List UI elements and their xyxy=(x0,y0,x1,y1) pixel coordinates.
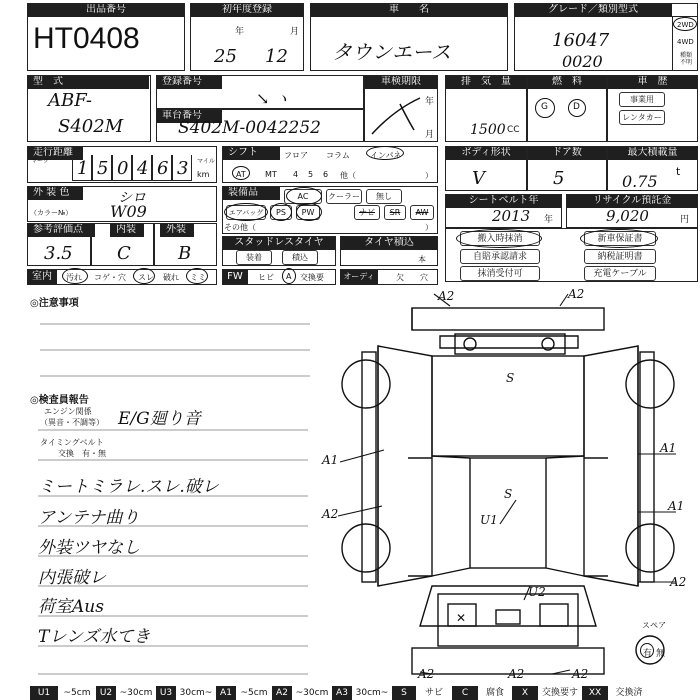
load-header: 最大積載量 xyxy=(607,146,698,160)
first-reg-year: 25 xyxy=(214,46,237,67)
spare-yes-circle xyxy=(640,643,654,658)
spare-label: スペア xyxy=(642,621,666,630)
legend-text: ~30cm xyxy=(295,688,329,698)
recycle-unit: 円 xyxy=(680,215,690,225)
equip-option-sr: SR xyxy=(384,205,406,220)
fw-header: FW xyxy=(222,269,248,284)
chassis-header: 車台番号 xyxy=(156,109,222,123)
first-reg-month: 12 xyxy=(265,46,288,67)
model-header: 型 式 xyxy=(27,75,149,89)
report-item-6: Tレンズ水てき xyxy=(38,627,151,647)
doc-deregistered-circle xyxy=(456,229,542,248)
interior-cond-mimi: ミミ xyxy=(190,273,206,282)
mark-a1-right-2: A1 xyxy=(668,499,685,513)
mileage-digit: 5 xyxy=(97,158,109,179)
equip-pw-circle xyxy=(296,203,322,221)
equip-ps-circle xyxy=(270,203,292,221)
legend-key: A1 xyxy=(216,686,236,700)
mark-a2-right: A2 xyxy=(670,575,687,589)
mileage-mark-label: マーク xyxy=(31,158,50,165)
equip-option-airbag: エアバッグ xyxy=(226,205,266,220)
spare-option-no: 無 xyxy=(656,649,666,659)
mileage-unit-mile: マイル xyxy=(197,158,215,165)
lot-number-header: 出品番号 xyxy=(27,3,185,17)
equip-ac-circle xyxy=(286,187,322,205)
body-header: ボディ形状 xyxy=(445,146,527,160)
shift-option-at: AT xyxy=(236,170,246,179)
inspect-cross-out xyxy=(364,90,434,140)
tire-header: タイヤ積込 xyxy=(340,236,438,250)
lot-number: HT0408 xyxy=(33,22,140,55)
car-name: タウンエース xyxy=(332,40,451,64)
mark-s-roof: S xyxy=(506,371,515,385)
recycle-header: リサイクル預託金 xyxy=(566,194,698,208)
mark-a2-left: A2 xyxy=(322,507,339,521)
report-item-5: 荷室Aus xyxy=(38,597,104,617)
mark-a2-rear-left: A2 xyxy=(418,667,435,681)
body-value: V xyxy=(472,168,485,189)
legend-key: U1 xyxy=(30,686,58,700)
seatbelt-header: シートベルト年 xyxy=(445,194,562,208)
equip-other-label: その他（ xyxy=(224,223,256,232)
mileage-digit: 1 xyxy=(77,158,89,179)
seatbelt-value: 2013 xyxy=(492,207,531,225)
doc-deregistered: 搬入時抹消 xyxy=(460,231,540,246)
doc-charge-cable: 充電ケーブル xyxy=(584,266,656,281)
equip-header: 装備品 xyxy=(222,186,280,200)
legend-text: ~5cm xyxy=(63,688,91,698)
legend-key: C xyxy=(452,686,478,700)
equip-option-navi: ナビ xyxy=(354,205,380,220)
interior-cond-burn: コゲ・穴 xyxy=(94,273,126,282)
fuel-option-g: G xyxy=(541,102,548,112)
mark-a2-front-right: A2 xyxy=(568,287,585,301)
equip-airbag-circle xyxy=(224,203,268,221)
inspect-header: 車検期限 xyxy=(364,75,438,89)
interior-dirt-circle xyxy=(62,268,88,284)
model-line-1: ABF- xyxy=(48,90,92,111)
shift-option-mt: MT xyxy=(265,170,277,179)
body-box xyxy=(445,146,527,191)
shift-option-floor: フロア xyxy=(284,151,308,160)
legend-key: A3 xyxy=(332,686,352,700)
reg-no-header: 登録番号 xyxy=(156,75,222,89)
shift-option-inpane: インパネ xyxy=(370,151,402,160)
equip-option-none: 無し xyxy=(366,189,402,204)
color-value: シロ xyxy=(118,190,146,206)
mileage-digit: 4 xyxy=(137,158,149,179)
score-header: 参考評価点 xyxy=(27,223,95,237)
load-unit: t xyxy=(676,165,681,178)
audio-option-hole: 穴 xyxy=(420,273,428,282)
mileage-header: 走行距離 xyxy=(27,146,83,160)
car-name-header: 車 名 xyxy=(310,3,508,17)
color-no-value: W09 xyxy=(110,202,147,221)
mark-a1-left: A1 xyxy=(322,453,339,467)
mileage-digit: 3 xyxy=(177,158,189,179)
equip-other-close: ） xyxy=(425,223,433,232)
shift-header: シフト xyxy=(222,146,280,160)
doc-insurance-request: 自賠承認請求 xyxy=(460,249,540,264)
legend-key: XX xyxy=(582,686,608,700)
mark-a2-rear-right: A2 xyxy=(508,667,525,681)
equip-option-ac: AC xyxy=(284,189,322,204)
engine-label: エンジン関係 xyxy=(44,407,92,416)
mileage-unit-km: km xyxy=(197,170,210,179)
report-item-2: アンテナ曲り xyxy=(38,508,140,528)
legend-key: U2 xyxy=(96,686,116,700)
fw-option-replace: 交換要 xyxy=(300,273,324,282)
shift-option-other-close: ） xyxy=(425,171,433,180)
interior-cond-scuff: スレ xyxy=(138,273,154,282)
interior-cond-dirt: 汚れ xyxy=(66,273,82,282)
mark-u2-rear: U2 xyxy=(528,585,546,599)
displacement-unit: CC xyxy=(507,125,520,135)
engine-sub: （異音・不調等） xyxy=(40,418,104,427)
legend-key: S xyxy=(392,686,416,700)
legend-key: U3 xyxy=(156,686,176,700)
studless-option-fitted: 装着 xyxy=(236,250,272,265)
history-option-business: 事業用 xyxy=(619,92,665,107)
legend-text: 30cm~ xyxy=(179,688,213,698)
shift-option-6: 6 xyxy=(323,170,329,179)
exterior-value: B xyxy=(178,243,192,264)
tire-unit: 本 xyxy=(418,255,426,264)
grade-code-2: 0020 xyxy=(562,52,603,71)
color-no-label: （カラー№） xyxy=(30,209,73,217)
mark-a2-front-left: A2 xyxy=(438,289,455,303)
grade-header: グレード／類別型式 xyxy=(514,3,672,17)
doc-warranty-circle xyxy=(580,229,658,248)
legend-text: 交換済 xyxy=(615,688,643,698)
caution-lines xyxy=(40,300,320,390)
audio-header: オーディオ xyxy=(340,269,378,284)
fw-option-a: A xyxy=(286,272,292,281)
drive-option-unknown: 種類不明 xyxy=(680,52,693,66)
first-reg-month-unit: 月 xyxy=(290,27,300,37)
first-reg-header: 初年度登録 xyxy=(190,3,304,17)
load-value: 0.75 xyxy=(622,172,658,191)
legend-text: 30cm~ xyxy=(355,688,389,698)
report-item-1: ミートミラレ.スレ.破レ xyxy=(38,477,219,497)
spare-option-yes: 有 xyxy=(643,649,653,659)
score-value: 3.5 xyxy=(44,243,73,264)
shift-inpane-circle xyxy=(366,146,404,160)
interior-scuff-circle xyxy=(133,268,155,284)
fw-a-circle xyxy=(282,268,296,284)
drive-option-4wd: 4WD xyxy=(677,38,694,46)
timing-sub: 交換 有・無 xyxy=(58,449,106,458)
shift-at-circle xyxy=(232,166,250,180)
legend-text: 交換要す xyxy=(541,688,578,698)
shift-option-4: 4 xyxy=(293,170,299,179)
history-box xyxy=(607,75,698,142)
legend-text: ~5cm xyxy=(240,688,268,698)
history-header: 車 歴 xyxy=(607,75,698,89)
audio-option-missing: 欠 xyxy=(396,273,404,282)
doors-value: 5 xyxy=(553,168,565,189)
equip-option-pw: PW xyxy=(296,205,320,220)
report-heading: ◎検査員報告 xyxy=(30,395,89,406)
mileage-digit: 6 xyxy=(157,158,169,179)
shift-option-other: 他（ xyxy=(340,171,356,180)
mark-a2-rear-far: A2 xyxy=(572,667,589,681)
model-line-2: S402M xyxy=(58,116,124,137)
drive-2wd-circle xyxy=(673,17,697,31)
shift-option-5: 5 xyxy=(308,170,314,179)
inspect-year-unit: 年 xyxy=(425,97,435,107)
mark-u1-center: U1 xyxy=(480,513,498,527)
seatbelt-unit: 年 xyxy=(544,215,554,225)
interior-cond-tear: 破れ xyxy=(163,273,179,282)
first-reg-year-unit: 年 xyxy=(235,27,245,37)
chassis-value: S402M-0042252 xyxy=(178,118,321,138)
legend-key: X xyxy=(512,686,538,700)
shift-option-column: コラム xyxy=(326,151,350,160)
fuel-header: 燃 料 xyxy=(527,75,607,89)
exterior-header: 外装 xyxy=(160,223,194,237)
equip-option-ps: PS xyxy=(270,205,292,220)
interior-value: C xyxy=(117,243,131,264)
displacement-value: 1500 xyxy=(470,122,506,138)
legend-text: サビ xyxy=(424,688,443,698)
report-item-4: 内張破レ xyxy=(38,568,106,588)
grade-code-1: 16047 xyxy=(552,30,610,51)
studless-header: スタッドレスタイヤ xyxy=(222,236,336,250)
inspect-month-unit: 月 xyxy=(425,130,435,140)
history-option-rental: レンタカー xyxy=(619,110,665,125)
drive-option-2wd: 2WD xyxy=(677,21,694,29)
mark-s-center: S xyxy=(504,487,513,501)
doc-deregistration-ok: 抹消受付可 xyxy=(460,266,540,281)
legend-text: ~30cm xyxy=(119,688,153,698)
color-header: 外 装 色 xyxy=(27,186,83,200)
equip-option-aw: AW xyxy=(410,205,434,220)
engine-value: E/G廻り音 xyxy=(118,409,201,429)
report-item-3: 外装ツヤなし xyxy=(38,538,140,558)
interior-cond-header: 室内 xyxy=(27,269,57,284)
interior-mimi-circle xyxy=(186,268,208,284)
mark-a1-right-1: A1 xyxy=(660,441,677,455)
fuel-option-d: D xyxy=(573,102,580,112)
reg-no-value: ↘ ヽ xyxy=(256,89,291,108)
equip-option-cooler: クーラー xyxy=(326,189,362,204)
doors-header: ドア数 xyxy=(527,146,607,160)
legend-key: A2 xyxy=(272,686,292,700)
interior-header: 内装 xyxy=(110,223,144,237)
svg-text:✕: ✕ xyxy=(456,611,467,625)
studless-option-loaded: 積込 xyxy=(282,250,318,265)
mileage-digit: 0 xyxy=(117,158,129,179)
caution-heading: ◎注意事項 xyxy=(30,298,79,309)
legend-text: 腐食 xyxy=(485,688,504,698)
doc-warranty: 新車保証書 xyxy=(584,231,656,246)
displacement-header: 排 気 量 xyxy=(445,75,527,89)
recycle-value: 9,020 xyxy=(606,207,649,225)
fw-option-crack: ヒビ xyxy=(258,273,274,282)
timing-label: タイミングベルト xyxy=(40,438,104,447)
doc-tax-certificate: 納税証明書 xyxy=(584,249,656,264)
doors-box xyxy=(527,146,607,191)
